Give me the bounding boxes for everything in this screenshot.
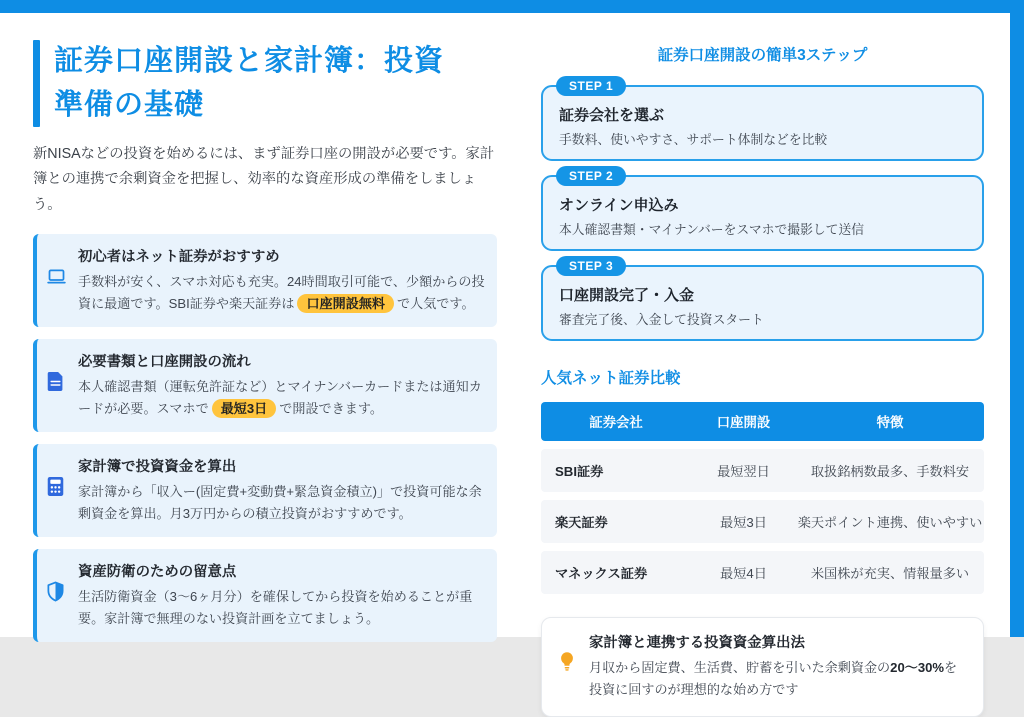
tip-bold-value: 20〜30%	[890, 660, 945, 675]
right-column	[541, 40, 984, 698]
right-accent-bar	[1010, 0, 1024, 637]
card-body: 家計簿から「収入ー(固定費+変動費+緊急資金積立)」で投資可能な余剰資金を算出。月3万円からの積立投資がおすすめです。	[78, 484, 482, 522]
tip-body	[589, 657, 967, 702]
table-cell-company: SBI証券	[555, 464, 604, 479]
table-row	[541, 551, 984, 594]
tip-body-text: を投資に回すのが理想的な始め方です	[589, 660, 958, 698]
card-title: 家計簿で投資資金を算出	[78, 459, 237, 476]
card-body: 生活防衛資金（3〜6ヶ月分）を確保してから投資を始めることが重要。家計簿で無理のない投資計画を立てましょう。	[78, 589, 473, 627]
page-title-line1: 証券口座開設と家計簿：投資	[54, 45, 445, 77]
table-cell-features: 楽天ポイント連携、使いやすい	[797, 515, 983, 530]
tip-title: 家計簿と連携する投資資金算出法	[589, 635, 805, 651]
card-body-text: で開設できます。	[279, 401, 383, 417]
step-title: 証券会社を選ぶ	[559, 107, 665, 124]
laptop-icon	[46, 266, 68, 315]
table-cell-company: 楽天証券	[555, 515, 608, 530]
broker-comparison-table	[541, 402, 984, 594]
step-card-2	[541, 169, 984, 251]
table-cell-opening: 最短3日	[720, 515, 767, 530]
step-card-3	[541, 259, 984, 341]
shield-icon	[46, 581, 68, 630]
page-title-line2: 準備の基礎	[54, 88, 205, 121]
info-card-documents	[33, 339, 497, 432]
card-body	[78, 271, 485, 315]
tip-box	[541, 617, 984, 717]
table-cell-opening: 最短4日	[720, 566, 767, 581]
highlight-badge: 口座開設無料	[297, 294, 394, 313]
step-description: 審査完了後、入金して投資スタート	[559, 312, 764, 327]
steps-section-title: 証券口座開設の簡単3ステップ	[657, 47, 868, 64]
title-block	[33, 40, 497, 127]
card-title: 初心者はネット証券がおすすめ	[78, 249, 280, 266]
step-description: 手数料、使いやすさ、サポート体制などを比較	[559, 132, 828, 147]
table-cell-company: マネックス証券	[555, 566, 648, 581]
step-badge: STEP 1	[556, 76, 626, 96]
card-body	[78, 376, 485, 420]
step-description: 本人確認書類・マイナンバーをスマホで撮影して送信	[559, 222, 865, 237]
card-body-text: で人気です。	[397, 296, 475, 312]
table-row	[541, 500, 984, 543]
table-header-row	[541, 402, 984, 441]
page-title	[54, 40, 444, 127]
comparison-section-title: 人気ネット証券比較	[541, 370, 681, 387]
document-icon	[46, 371, 68, 420]
card-title: 必要書類と口座開設の流れ	[78, 354, 251, 371]
card-body-text: 手数料が安く、スマホ対応も充実。24時間取引可能で、少額からの投資に最適です。SBI証券や楽天証券は	[78, 274, 485, 312]
top-accent-bar	[0, 0, 1024, 13]
step-badge: STEP 2	[556, 166, 626, 186]
table-header-features: 特徴	[876, 415, 904, 430]
info-card-budget-calc	[33, 444, 497, 537]
table-row	[541, 449, 984, 492]
step-badge: STEP 3	[556, 256, 626, 276]
table-header-company: 証券会社	[589, 415, 643, 430]
info-card-net-broker	[33, 234, 497, 327]
title-accent-bar	[33, 40, 40, 127]
table-header-opening: 口座開設	[716, 415, 771, 430]
tip-body-text: 月収から固定費、生活費、貯蓄を引いた余剰資金の	[589, 660, 891, 675]
content-area	[0, 13, 1010, 698]
table-cell-opening: 最短翌日	[717, 464, 770, 479]
lightbulb-icon	[558, 651, 578, 702]
step-title: オンライン申込み	[559, 197, 679, 214]
step-card-1	[541, 79, 984, 161]
card-title: 資産防衛のための留意点	[78, 564, 237, 581]
info-card-asset-protection	[33, 549, 497, 642]
left-column	[33, 40, 497, 637]
intro-paragraph: 新NISAなどの投資を始めるには、まず証券口座の開設が必要です。家計簿との連携で余剰資金を把握し、効率的な資産形成の準備をしましょう。	[33, 146, 495, 213]
card-body-text: 本人確認書類（運転免許証など）とマイナンバーカードまたは通知カードが必要。スマホで	[78, 379, 482, 417]
table-cell-features: 米国株が充実、情報量多い	[810, 566, 970, 581]
table-cell-features: 取扱銘柄数最多、手数料安	[810, 464, 970, 479]
step-title: 口座開設完了・入金	[559, 287, 695, 304]
calculator-icon	[46, 476, 68, 525]
highlight-badge: 最短3日	[212, 399, 277, 418]
